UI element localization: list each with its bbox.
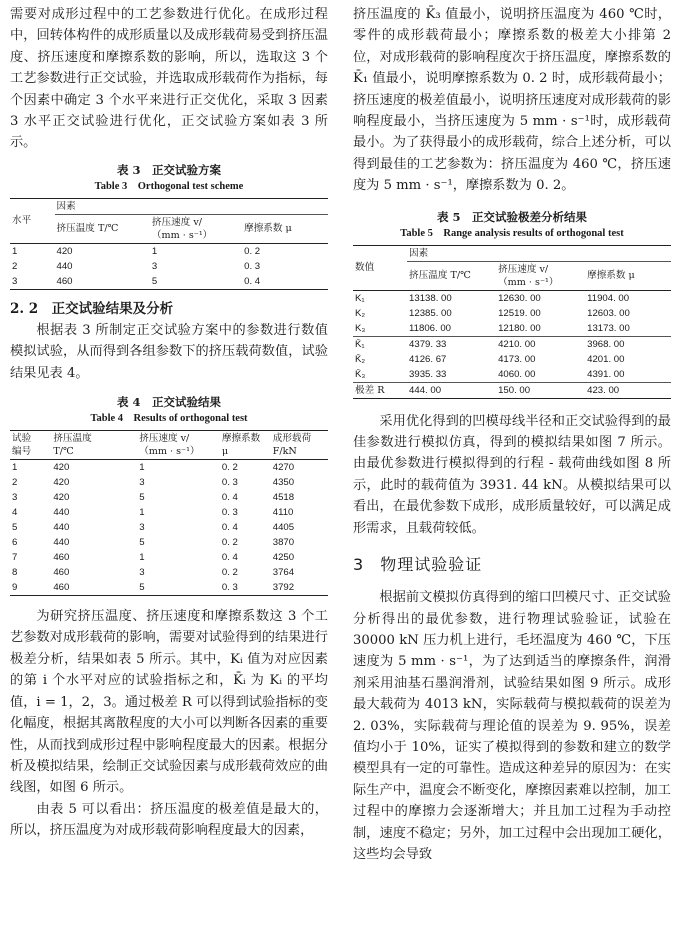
table-row: 1 420 1 0. 2 [12,245,261,257]
table-row: 4 440 1 0. 3 4110 [12,507,294,519]
paragraph-table5-discussion: 由表 5 可以看出：挤压温度的极差值是最大的，所以，挤压温度为对成形载荷影响程度最大的因素， [10,801,328,839]
table-row: 6 440 5 0. 2 3870 [12,537,295,549]
table3 [10,198,328,290]
table4-caption-en: Table 4 Results of orthogonal test [90,413,248,425]
table5-header-friction: 摩擦系数 μ [585,261,671,290]
table4-header-speed: 挤压速度 v/ （mm · s⁻¹） [137,431,220,460]
table5-header-value: 数值 [353,245,407,290]
table4-header-load: 成形载荷 F/kN [271,431,328,460]
table-row: 3 460 5 0. 4 [10,274,328,290]
table3-header-friction: 摩擦系数 μ [242,214,328,243]
section-title: 物理试验验证 [380,555,483,575]
paragraph-range-analysis: 为研究挤压温度、挤压速度和摩擦系数这 3 个工艺参数对成形载荷的影响，需要对试验得到的结果进行极差分析，结果如表 5 所示。其中，Kᵢ 值为对应因素的第 i 个水平对应的试验指标之和，K̄ᵢ 为 Kᵢ 的平均值，i = 1，2，3。通过极差 R 可以得到试验指标的变化幅度，根据其离散程度的大小可以判断各因素的重要性，从而找到成形过程中影响程度最大的因素。根据分析及模拟结果，绘制正交试验因素与成形载荷效应的曲线图，如图 6 所示。 [10,609,328,796]
section-number: 3 [353,555,365,575]
table4-block [10,394,328,596]
table-row: 8 460 3 0. 2 3764 [12,567,295,579]
table3-header-level: 水平 [10,198,55,243]
table3-header-temp: 挤压温度 T/℃ [55,214,150,243]
table-row: 极差 R 444. 00 150. 00 423. 00 [353,382,671,398]
table-row: 9 460 5 0. 3 3792 [10,580,328,596]
table4 [10,430,328,596]
paragraph-simulation: 采用优化得到的凹模母线半径和正交试验得到的最佳参数进行模拟仿真，得到的模拟结果如图 7 所示。由最优参数进行模拟得到的行程 - 载荷曲线如图 8 所示，此时的载荷值为 3931. 44 kN。从模拟结果可以看出，在最优参数下成形，成形质量较好，可以满足成形需求，且载荷较低。 [353,413,671,536]
table5-header-factor: 因素 [407,245,671,261]
table3-block [10,162,328,290]
table-row: K₂ 12385. 00 12519. 00 12603. 00 [355,307,630,319]
table3-header-factor: 因素 [55,198,328,214]
table5-header-temp: 挤压温度 T/℃ [407,261,496,290]
table3-caption-en: Table 3 Orthogonal test scheme [94,180,244,192]
table-row: 5 440 3 0. 4 4405 [12,522,295,534]
paragraph-physical-test: 根据前文模拟仿真得到的缩口凹模尺寸、正交试验分析得出的最优参数，进行物理试验验证，试验在 30000 kN 压力机上进行，毛坯温度为 460 ℃，下压速度为 5 mm · s⁻¹，为了达到适当的摩擦条件，润滑剂采用油基石墨润滑剂，试验结果如图 9 所示。成形最大载荷为 4013 kN，实际载荷与模拟载荷的误差为 2. 03%，实际载荷与理论值的误差为 9. 95%，误差值均小于 10%，证实了模拟得到的参数和建立的数学模型具有一定的可靠性。造成这种差异的原因为：在实际生产中，温度会不断变化，摩擦因素难以控制，加工过程中的摩擦力会逐渐增大；并且加工过程为手动控制，速度不稳定；另外，加工过程中会出现加工硬化，这些均会导致 [353,590,671,862]
table-row: K̄₃ 3935. 33 4060. 00 4391. 00 [353,367,671,383]
left-column [10,4,328,842]
section-heading-2-2: 2. 2 正交试验结果及分析 [10,300,174,317]
table-row: K₁ 13138. 00 12630. 00 11904. 00 [355,292,630,304]
table-row: K̄₂ 4126. 67 4173. 00 4201. 00 [355,353,625,365]
table-row: K̄₁ 4379. 33 4210. 00 3968. 00 [355,338,625,350]
paragraph-continued: 挤压温度的 K̄₃ 值最小，说明挤压温度为 460 ℃时，零件的成形载荷最小；摩擦系数的极差大小排第 2 位，对成形载荷的影响程度次于挤压温度，摩擦系数的 K̄₁ 值最小，说明摩擦系数为 0. 2 时，成形载荷最小；挤压速度的极差值最小，说明挤压速度对成形载荷的影响程度最小，当挤压速度为 5 mm · s⁻¹时，成形载荷最小。为了获得最小的成形载荷，综合上述分析，可以得到最佳的工艺参数为：挤压温度为 460 ℃，挤压速度为 5 mm · s⁻¹，摩擦系数为 0. 2。 [353,7,671,194]
table5 [353,245,671,399]
table-row: 2 440 3 0. 3 [12,260,261,272]
table4-caption-cn: 表 4 正交试验结果 [116,395,221,410]
table-row: 2 420 3 0. 3 4350 [12,477,295,489]
table-row: K₃ 11806. 00 12180. 00 13173. 00 [353,321,671,337]
table3-caption-cn: 表 3 正交试验方案 [116,162,221,177]
section-heading-3 [353,553,671,577]
table4-header-no: 试验 编号 [10,431,51,460]
table3-header-speed: 挤压速度 v/ （mm · s⁻¹） [150,214,242,243]
right-column [353,4,671,865]
table4-header-temp: 挤压温度 T/℃ [51,431,137,460]
table5-caption-en: Table 5 Range analysis results of orthogonal test [400,227,624,239]
table-row: 7 460 1 0. 4 4250 [12,552,295,564]
paragraph-results-intro: 根据表 3 所制定正交试验方案中的参数进行数值模拟试验，从而得到各组参数下的挤压载荷数值，试验结果见表 4。 [10,322,328,381]
paragraph-intro: 需要对成形过程中的工艺参数进行优化。在成形过程中，回转体构件的成形质量以及成形载荷易受到挤压温度、挤压速度和摩擦系数的影响，所以，选取这 3 个工艺参数进行正交试验，并选取成形载荷作为指标，每个因素中确定 3 个水平来进行正交优化，采取 3 因素 3 水平正交试验进行优化，正交试验方案如表 3 所示。 [10,7,328,151]
table5-caption-cn: 表 5 正交试验极差分析结果 [436,209,587,224]
table-row: 3 420 5 0. 4 4518 [12,492,295,504]
table5-block [353,209,671,399]
table-row: 1 420 1 0. 2 4270 [12,462,295,474]
table5-header-speed: 挤压速度 v/ （mm · s⁻¹） [496,261,585,290]
table4-header-friction: 摩擦系数 μ [220,431,271,460]
